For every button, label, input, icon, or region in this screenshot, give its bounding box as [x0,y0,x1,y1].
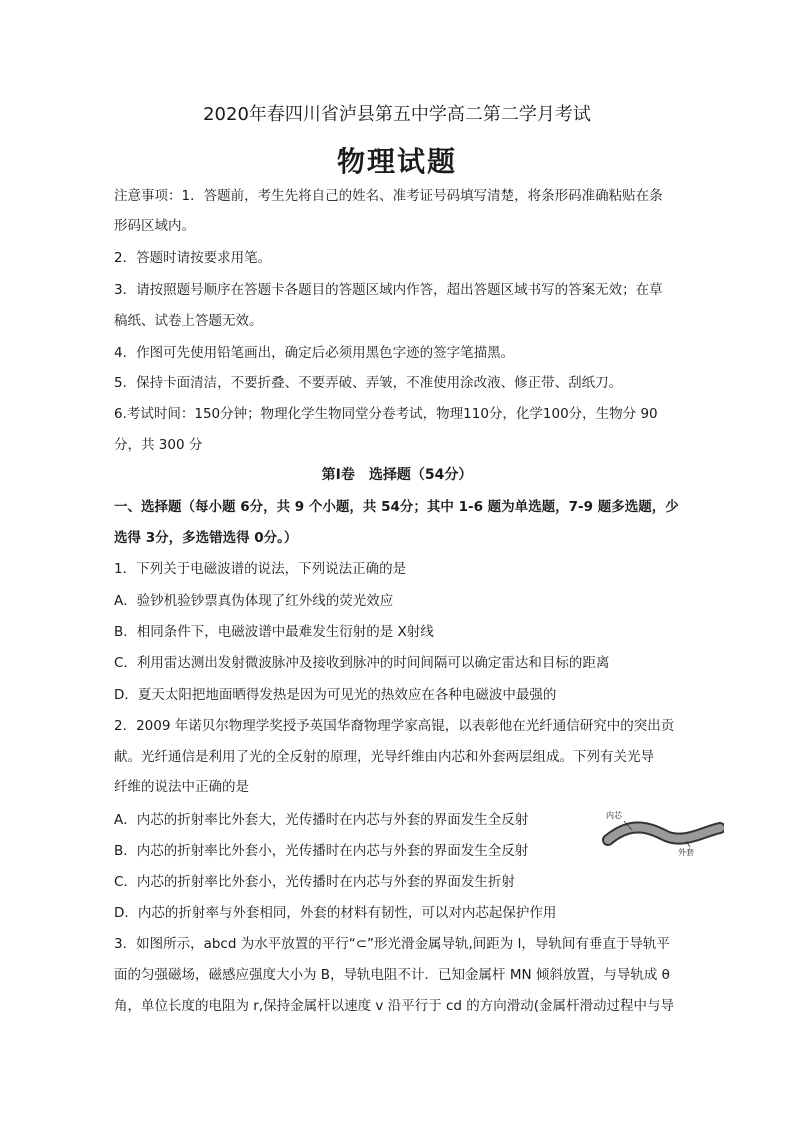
note-line: 稿纸、试卷上答题无效。 [114,313,263,329]
q2-option-b: B．内芯的折射率比外套小，光传播时在内芯与外套的界面发生全反射 [114,843,529,859]
q2-option-d: D．内芯的折射率与外套相同，外套的材料有韧性，可以对内芯起保护作用 [114,905,557,921]
q1-option-d: D．夏天太阳把地面晒得发热是因为可见光的热效应在各种电磁波中最强的 [114,687,557,703]
subject-title: 物理试题 [336,145,457,178]
section-title: 第Ⅰ卷 选择题（54分） [321,467,473,483]
note-line: 4．作图可先使用铅笔画出，确定后必须用黑色字迹的签字笔描黑。 [114,345,515,361]
part-intro-line: 选得 3分，多选错选得 0分。） [114,530,298,546]
note-line: 5．保持卡面清洁，不要折叠、不要弄破、弄皱，不准使用涂改液、修正带、刮纸刀。 [114,375,623,391]
note-line: 6.考试时间：150分钟；物理化学生物同堂分卷考试，物理110分，化学100分，生物分 90 [114,406,658,422]
note-line: 形码区域内。 [114,218,195,234]
note-line: 注意事项：1．答题前，考生先将自己的姓名、准考证号码填写清楚，将条形码准确粘贴在条 [114,188,663,204]
q1-option-a: A．验钞机验钞票真伪体现了红外线的荧光效应 [114,593,394,609]
part-intro-line: 一、选择题（每小题 6分，共 9 个小题，共 54分；其中 1-6 题为单选题，7-9 题多选题，少 [114,499,679,515]
q1-option-b: B．相同条件下，电磁波谱中最难发生衍射的是 X射线 [114,624,434,640]
q3-stem-line: 角，单位长度的电阻为 r,保持金属杆以速度 v 沿平行于 cd 的方向滑动(金属杆滑动过程中与导 [114,998,675,1014]
note-line: 3．请按照题号顺序在答题卡各题目的答题区域内作答，超出答题区域书写的答案无效；在草 [114,282,663,298]
q1-option-c: C．利用雷达测出发射微波脉冲及接收到脉冲的时间间隔可以确定雷达和目标的距离 [114,655,610,671]
q2-option-a: A．内芯的折射率比外套大，光传播时在内芯与外套的界面发生全反射 [114,812,529,828]
q3-stem-line: 面的匀强磁场，磁感应强度大小为 B，导轨电阻不计．已知金属杆 MN 倾斜放置，与导轨成 θ [114,967,670,983]
note-line: 分，共 300 分 [114,437,203,453]
q2-stem-line: 纤维的说法中正确的是 [114,779,249,795]
outer-sheath-label: 外套 [678,848,694,856]
q2-stem-line: 2．2009 年诺贝尔物理学奖授予英国华裔物理学家高锟，以表彰他在光纤通信研究中的突出贡 [114,718,675,734]
q2-stem-line: 献。光纤通信是利用了光的全反射的原理，光导纤维由内芯和外套两层组成。下列有关光导 [114,749,654,765]
q1-stem: 1．下列关于电磁波谱的说法，下列说法正确的是 [114,561,407,577]
q2-option-c: C．内芯的折射率比外套小，光传播时在内芯与外套的界面发生折射 [114,874,515,890]
optical-fiber-figure [602,806,724,856]
note-line: 2．答题时请按要求用笔。 [114,250,272,266]
exam-title: 2020年春四川省泸县第五中学高二第二学月考试 [203,104,591,125]
q3-stem-line: 3．如图所示，abcd 为水平放置的平行“⊂”形光滑金属导轨,间距为 l，导轨间有垂直于导轨平 [114,936,670,952]
inner-core-label: 内芯 [606,811,622,820]
